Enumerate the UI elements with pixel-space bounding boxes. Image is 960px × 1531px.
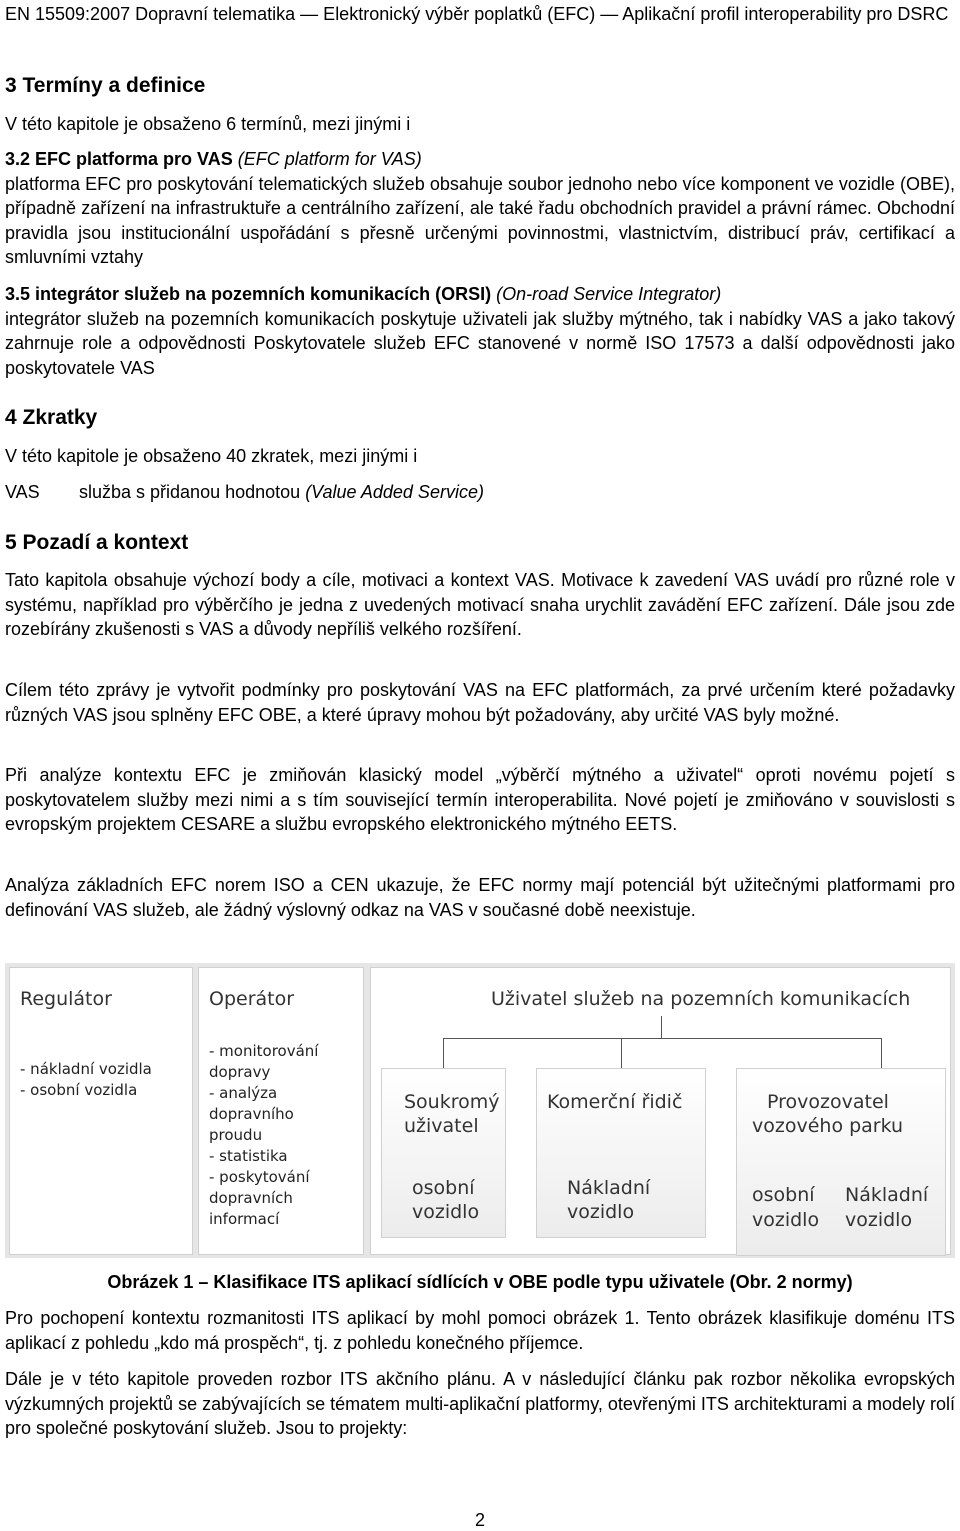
commercial-driver-vehicle-2: vozidlo <box>567 1201 635 1223</box>
fleet-car-2: vozidlo <box>752 1209 820 1231</box>
operator-item-2: dopravy <box>209 1063 271 1081</box>
definition-3-2-term-en: (EFC platform for VAS) <box>237 149 422 169</box>
operator-item-1: - monitorování <box>209 1042 319 1060</box>
definition-3-5-term-line <box>5 282 955 307</box>
section-5-heading: 5 Pozadí a kontext <box>5 531 189 554</box>
private-user-title-2: uživatel <box>404 1115 479 1137</box>
regulator-item-1: - nákladní vozidla <box>20 1060 152 1078</box>
after-paragraph-1: Pro pochopení kontextu rozmanitosti ITS aplikací by mohl pomoci obrázek 1. Tento obrázek klasifikuje doménu ITS aplikací z pohledu „kdo má prospěch“, tj. z pohledu konečného příjemce. <box>5 1308 955 1353</box>
operator-item-8: dopravních <box>209 1189 293 1207</box>
its-classification-diagram <box>5 963 955 1258</box>
page-number: 2 <box>474 1510 485 1530</box>
abbreviation-term: VAS <box>5 482 40 502</box>
operator-item-5: proudu <box>209 1126 263 1144</box>
commercial-driver-title: Komerční řidič <box>547 1091 683 1113</box>
user-box <box>370 967 951 1255</box>
fleet-operator-title-2: vozového parku <box>752 1115 904 1137</box>
fleet-truck-1: Nákladní <box>845 1184 929 1206</box>
after-paragraph-2: Dále je v této kapitole proveden rozbor ITS akčního plánu. A v následující článku pak rozbor několika evropských výzkumných projektů se zabývajících se tématem multi-aplikační platformy, otevřenými ITS architekturami a modely rolí pro společné poskytování služeb. Jsou to projekty: <box>5 1369 956 1438</box>
commercial-driver-vehicle-1: Nákladní <box>567 1177 651 1199</box>
fleet-car-1: osobní <box>752 1184 815 1206</box>
operator-item-7: - poskytování <box>209 1168 310 1186</box>
section-5-paragraph-2: Cílem této zprávy je vytvořit podmínky pro poskytování VAS na EFC platformách, za prvé určením které požadavky různých VAS jsou splněny EFC OBE, a které úpravy mohou být požadovány, aby určité VAS byly možné. <box>5 680 955 725</box>
document-header: EN 15509:2007 Dopravní telematika — Elektronický výběr poplatků (EFC) — Aplikační profil interoperability pro DSRC <box>5 4 949 24</box>
connector-commercial <box>621 1038 622 1068</box>
operator-item-4: dopravního <box>209 1105 294 1123</box>
figure-caption: Obrázek 1 – Klasifikace ITS aplikací sídlících v OBE podle typu uživatele (Obr. 2 normy) <box>107 1272 853 1292</box>
definition-3-5-term: 3.5 integrátor služeb na pozemních komunikacích (ORSI) <box>5 284 492 304</box>
connector-vertical <box>661 1016 662 1038</box>
abbreviation-definition-cz: služba s přidanou hodnotou <box>79 482 301 502</box>
definition-3-2 <box>5 147 955 270</box>
section-5-paragraph-4: Analýza základních EFC norem ISO a CEN ukazuje, že EFC normy mají potenciál být užitečnými platformami pro definování VAS služeb, ale žádný výslovný odkaz na VAS v současné době neexistuje. <box>5 875 955 920</box>
definition-3-2-term-line <box>5 147 955 172</box>
section-4-heading: 4 Zkratky <box>5 406 98 429</box>
fleet-operator-box <box>736 1068 946 1256</box>
section-3-heading: 3 Termíny a definice <box>5 74 206 97</box>
operator-item-9: informací <box>209 1210 280 1228</box>
definition-3-5 <box>5 282 955 380</box>
abbreviation-definition <box>79 480 484 505</box>
operator-item-6: - statistika <box>209 1147 288 1165</box>
section-3-intro: V této kapitole je obsaženo 6 termínů, mezi jinými i <box>5 114 411 134</box>
user-title: Uživatel služeb na pozemních komunikacích <box>491 988 911 1010</box>
private-user-box <box>381 1068 506 1238</box>
section-5-paragraph-1: Tato kapitola obsahuje výchozí body a cíle, motivaci a kontext VAS. Motivace k zavedení VAS uvádí pro různé role v systému, například pro výběrčího je jedna z uvedených motivací snaha urychlit zavádění EFC zařízení. Dále jsou zde rozebírány zkušenosti s VAS a důvody nepříliš velkého rozšíření. <box>5 570 955 639</box>
commercial-driver-box <box>536 1068 706 1238</box>
operator-item-3: - analýza <box>209 1084 278 1102</box>
private-user-vehicle-1: osobní <box>412 1177 475 1199</box>
regulator-box <box>9 967 193 1255</box>
abbreviation-definition-en: (Value Added Service) <box>305 482 484 502</box>
fleet-operator-title-1: Provozovatel <box>767 1091 889 1113</box>
private-user-vehicle-2: vozidlo <box>412 1201 480 1223</box>
abbreviation-row <box>5 480 955 505</box>
fleet-truck-2: vozidlo <box>845 1209 913 1231</box>
operator-title: Operátor <box>209 988 295 1010</box>
regulator-item-2: - osobní vozidla <box>20 1081 138 1099</box>
connector-fleet <box>881 1038 882 1068</box>
connector-private <box>443 1038 444 1068</box>
definition-3-2-term: 3.2 EFC platforma pro VAS <box>5 149 233 169</box>
private-user-title-1: Soukromý <box>404 1091 500 1113</box>
regulator-title: Regulátor <box>20 988 112 1010</box>
operator-box <box>198 967 364 1255</box>
connector-horizontal <box>443 1038 881 1039</box>
definition-3-2-text: platforma EFC pro poskytování telematických služeb obsahuje soubor jednoho nebo více komponent ve vozidle (OBE), případně zařízení na infrastruktuře a centrálního zařízení, ale také řadu obchodních pravidel a právní rámec. Obchodní pravidla jsou institucionální uspořádání s přesně určenými povinnostmi, vlastnictvím, distribucí práv, certifikací a smluvními vztahy <box>5 173 955 267</box>
definition-3-5-text: integrátor služeb na pozemních komunikacích poskytuje uživateli jak služby mýtného, tak i nabídky VAS a jako takový zahrnuje role a odpovědnosti Poskytovatele služeb EFC stanovené v normě ISO 17573 a další odpovědnosti jako poskytovatele VAS <box>5 308 955 378</box>
section-4-intro: V této kapitole je obsaženo 40 zkratek, mezi jinými i <box>5 446 418 466</box>
definition-3-5-term-en: (On-road Service Integrator) <box>496 284 722 304</box>
section-5-paragraph-3: Při analýze kontextu EFC je zmiňován klasický model „výběrčí mýtného a uživatel“ oproti novému pojetí s poskytovatelem služby mezi nimi a s tím související termín interoperabilita. Nové pojetí je zmiňováno v souvislosti s evropským projektem CESARE a službu evropského elektronického mýtného EETS. <box>5 765 955 834</box>
